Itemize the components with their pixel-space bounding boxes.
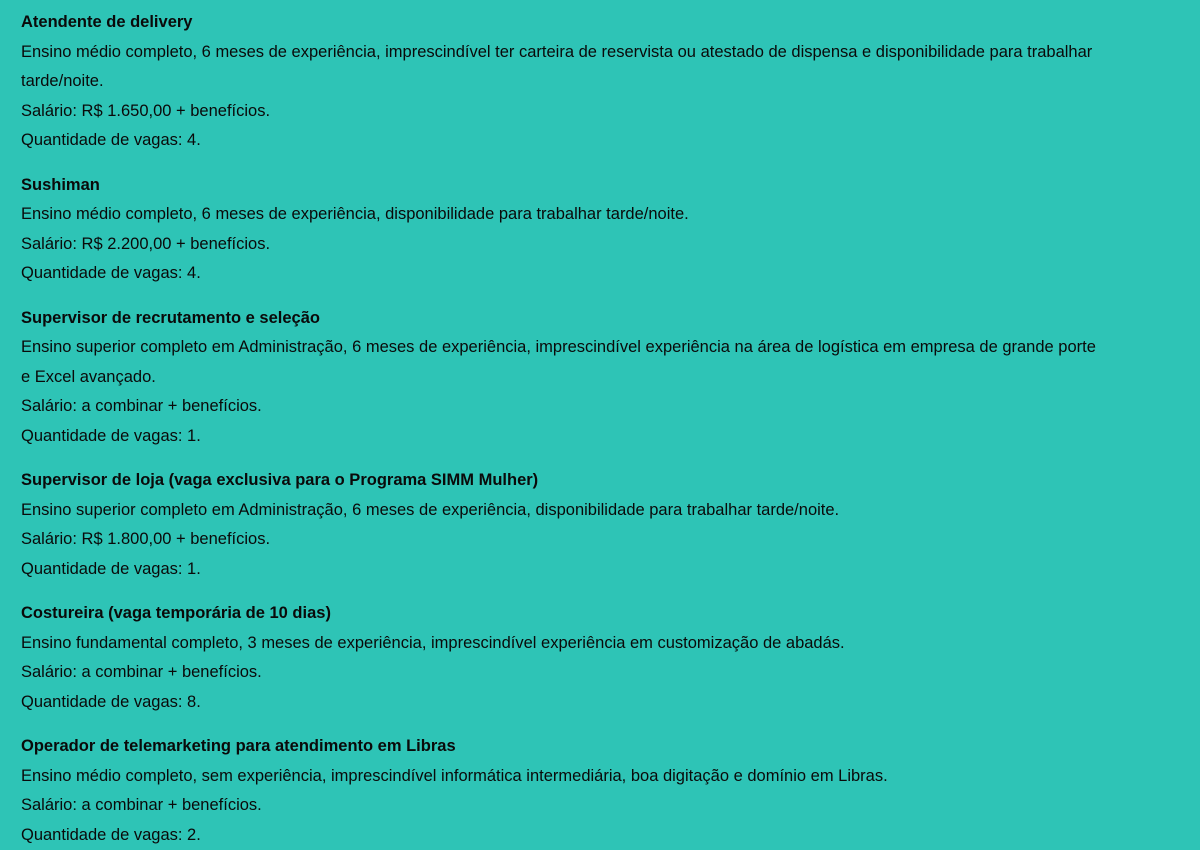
job-openings: Quantidade de vagas: 4.: [21, 259, 1101, 289]
job-entry: [21, 8, 1179, 156]
job-salary: Salário: R$ 1.800,00 + benefícios.: [21, 525, 1101, 555]
job-entry: [21, 171, 1179, 289]
job-openings: Quantidade de vagas: 1.: [21, 555, 1101, 585]
job-entry: [21, 732, 1179, 850]
job-salary: Salário: a combinar + benefícios.: [21, 658, 1101, 688]
job-entry: [21, 304, 1179, 452]
job-salary: Salário: a combinar + benefícios.: [21, 392, 1101, 422]
job-salary: Salário: a combinar + benefícios.: [21, 791, 1101, 821]
job-title: Supervisor de recrutamento e seleção: [21, 304, 1179, 334]
job-title: Atendente de delivery: [21, 8, 1179, 38]
job-openings: Quantidade de vagas: 1.: [21, 422, 1101, 452]
job-entry: [21, 466, 1179, 584]
job-title: Supervisor de loja (vaga exclusiva para o Programa SIMM Mulher): [21, 466, 1179, 496]
job-title: Costureira (vaga temporária de 10 dias): [21, 599, 1179, 629]
job-openings: Quantidade de vagas: 8.: [21, 688, 1101, 718]
job-title: Sushiman: [21, 171, 1179, 201]
job-openings: Quantidade de vagas: 2.: [21, 821, 1101, 850]
job-title: Operador de telemarketing para atendimento em Libras: [21, 732, 1179, 762]
job-salary: Salário: R$ 2.200,00 + benefícios.: [21, 230, 1101, 260]
job-requirements: Ensino fundamental completo, 3 meses de experiência, imprescindível experiência em customização de abadás.: [21, 629, 1101, 659]
job-requirements: Ensino superior completo em Administração, 6 meses de experiência, imprescindível experiência na área de logística em empresa de grande porte e Excel avançado.: [21, 333, 1101, 392]
job-requirements: Ensino superior completo em Administração, 6 meses de experiência, disponibilidade para trabalhar tarde/noite.: [21, 496, 1101, 526]
job-openings: Quantidade de vagas: 4.: [21, 126, 1101, 156]
job-salary: Salário: R$ 1.650,00 + benefícios.: [21, 97, 1101, 127]
job-requirements: Ensino médio completo, 6 meses de experiência, disponibilidade para trabalhar tarde/noite.: [21, 200, 1101, 230]
job-requirements: Ensino médio completo, sem experiência, imprescindível informática intermediária, boa digitação e domínio em Libras.: [21, 762, 1101, 792]
job-requirements: Ensino médio completo, 6 meses de experiência, imprescindível ter carteira de reservista ou atestado de dispensa e disponibilidade para trabalhar tarde/noite.: [21, 38, 1101, 97]
job-entry: [21, 599, 1179, 717]
